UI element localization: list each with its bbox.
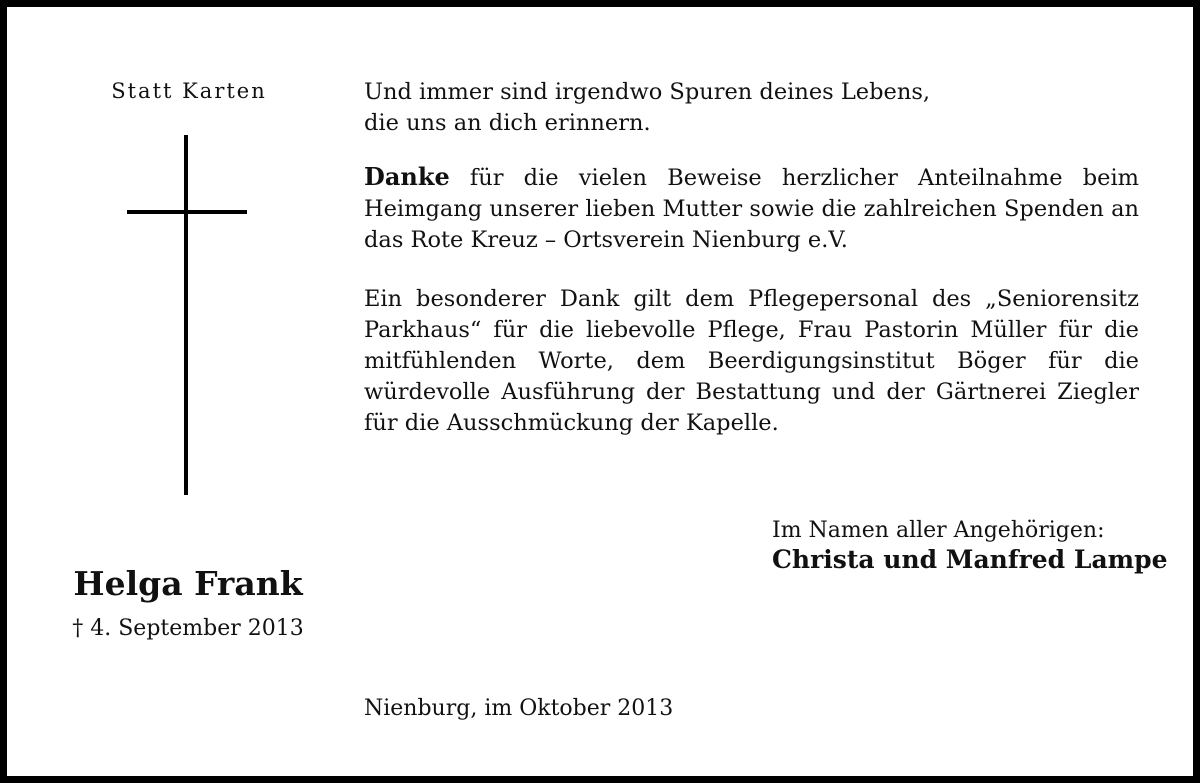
place-date: Nienburg, im Oktober 2013 [364, 696, 674, 721]
motto [364, 77, 1139, 139]
deceased-name: Helga Frank [73, 564, 303, 603]
special-thanks-paragraph: Ein besonderer Dank gilt dem Pflegepersonal des „Seniorensitz Parkhaus“ für die liebevolle Pflege, Frau Pastorin Müller für die mitfühlenden Worte, dem Beerdigungsinstitut Böger für die würdevolle Ausführung der Bestattung und der Gärtnerei Ziegler für die Ausschmückung der Kapelle. [364, 286, 1139, 436]
cross-icon-vertical-beam [184, 135, 188, 495]
danke-heading: Danke [364, 162, 450, 191]
cross-icon-horizontal-beam [127, 210, 247, 214]
signature-names: Christa und Manfred Lampe [772, 545, 1168, 574]
motto-line-2: die uns an dich erinnern. [364, 110, 651, 136]
statt-karten-label: Statt Karten [111, 79, 267, 103]
thanks-paragraph-text: für die vielen Beweise herzlicher Anteilnahme beim Heimgang unserer lieben Mutter sowie die zahlreichen Spenden an das Rote Kreuz – Ortsverein Nienburg e.V. [364, 165, 1140, 253]
thanks-paragraph [364, 161, 1139, 256]
motto-line-1: Und immer sind irgendwo Spuren deines Lebens, [364, 79, 931, 105]
death-date: † 4. September 2013 [72, 616, 304, 641]
signature-intro: Im Namen aller Angehörigen: [772, 518, 1105, 543]
